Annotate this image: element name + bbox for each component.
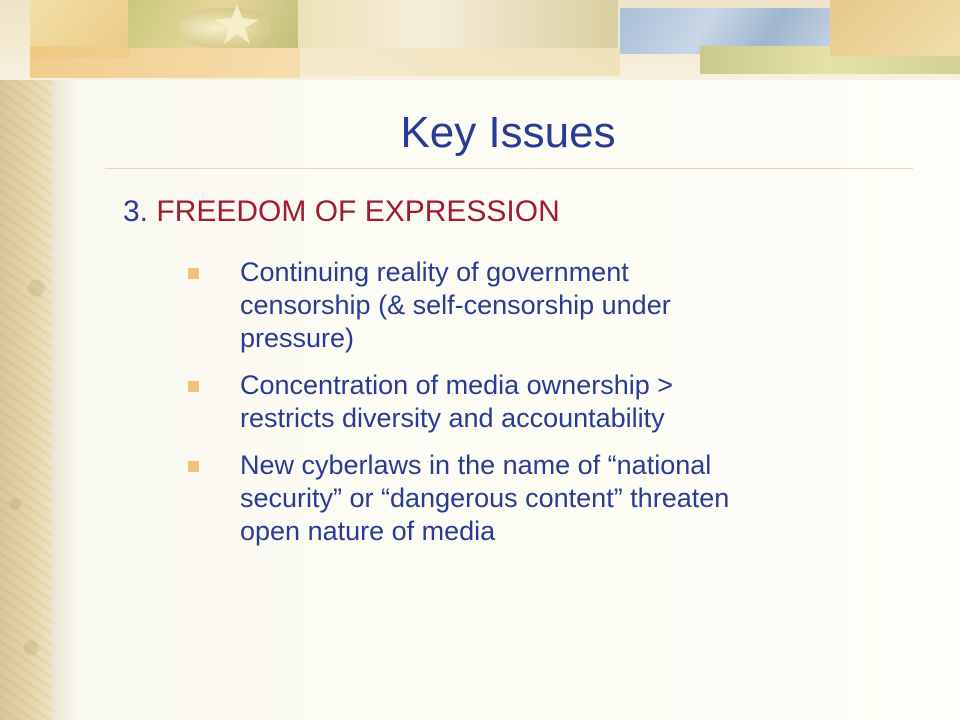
square-bullet-icon bbox=[188, 381, 199, 392]
bullet-item bbox=[188, 369, 928, 435]
banner-block bbox=[30, 46, 300, 78]
banner-block bbox=[830, 0, 960, 56]
banner-block bbox=[300, 48, 620, 76]
banner-block bbox=[298, 0, 618, 48]
slide-title: Key Issues bbox=[400, 108, 616, 157]
square-bullet-icon bbox=[188, 268, 199, 279]
bullet-line: Concentration of media ownership > bbox=[240, 370, 674, 400]
section-heading bbox=[123, 195, 560, 229]
title-divider bbox=[105, 168, 913, 169]
bullet-line: restricts diversity and accountability bbox=[240, 403, 665, 433]
section-heading-text: FREEDOM OF EXPRESSION bbox=[156, 195, 560, 228]
bullet-line: New cyberlaws in the name of “national bbox=[240, 450, 712, 480]
bullet-line: open nature of media bbox=[240, 516, 496, 546]
bullet-item bbox=[188, 449, 928, 548]
bullet-item bbox=[188, 256, 928, 355]
decorative-top-banner bbox=[0, 0, 960, 80]
square-bullet-icon bbox=[188, 461, 199, 472]
bullet-line: security” or “dangerous content” threaten bbox=[240, 483, 730, 513]
bullet-line: pressure) bbox=[240, 323, 355, 353]
bullet-line: Continuing reality of government bbox=[240, 257, 629, 287]
section-number: 3. bbox=[123, 195, 149, 228]
bullet-list bbox=[188, 256, 928, 562]
bullet-line: censorship (& self-censorship under bbox=[240, 290, 671, 320]
